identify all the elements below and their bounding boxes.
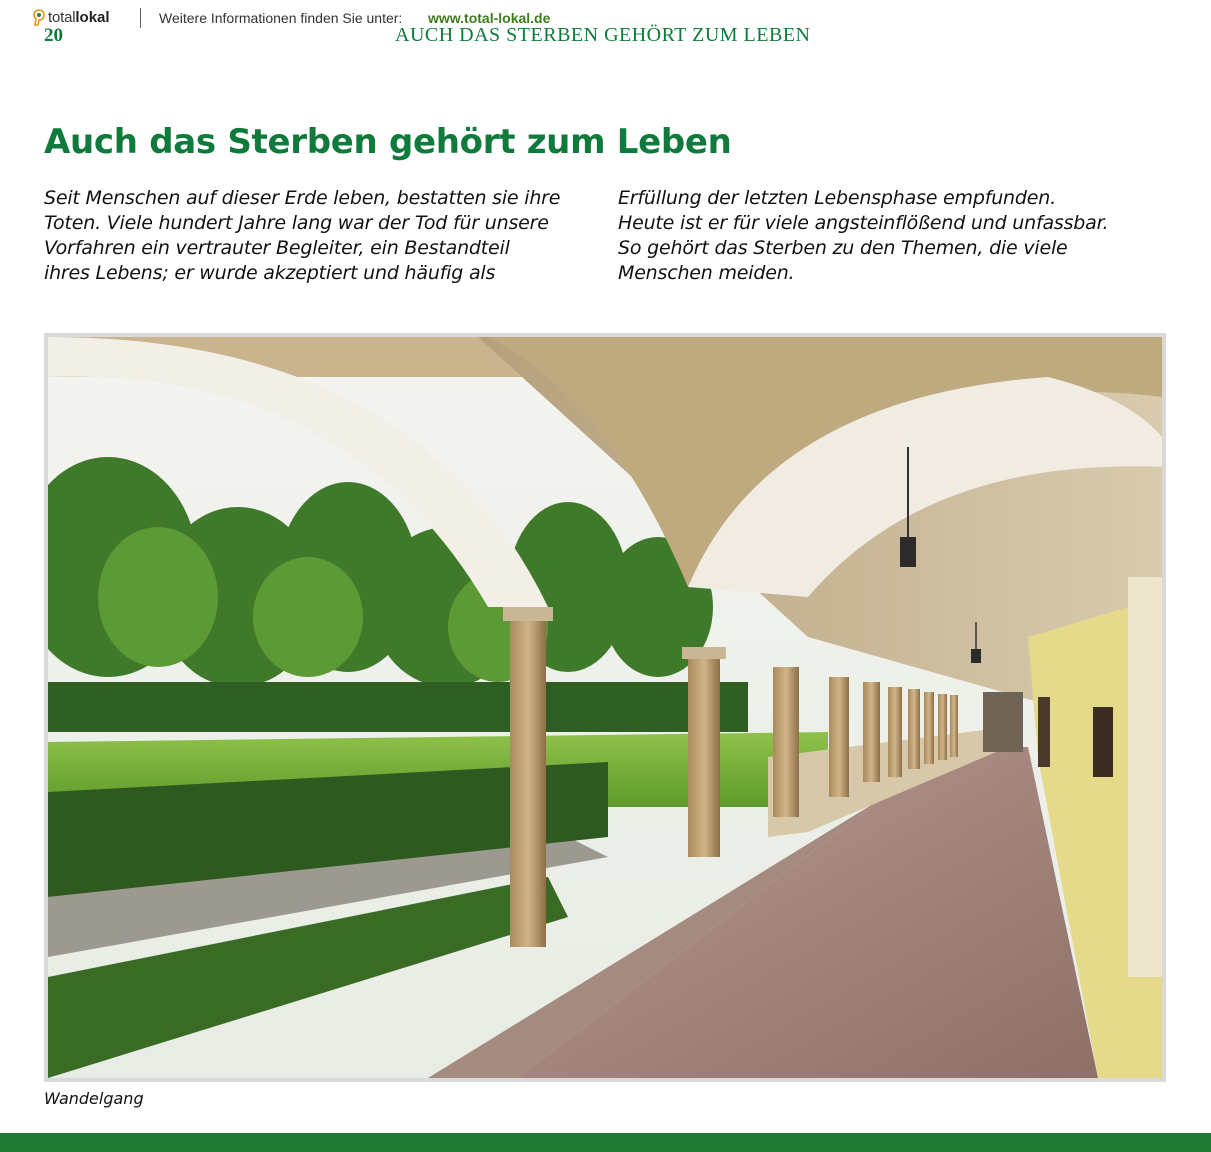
top-header-bar [0,0,1211,44]
text-line: Erfüllung der letzten Lebensphase empfunden. [618,187,1056,209]
photo-frame [44,333,1166,1082]
header-divider [140,8,141,28]
info-text: Weitere Informationen finden Sie unter: [159,10,403,26]
text-line: Menschen meiden. [618,262,795,284]
logo-mark-icon [32,8,46,26]
text-column-left [44,186,604,286]
text-line: Toten. Viele hundert Jahre lang war der Tod für unsere [44,212,549,234]
text-line: So gehört das Sterben zu den Themen, die viele [618,237,1068,259]
text-column-right [618,186,1178,286]
running-title: AUCH DAS STERBEN GEHÖRT ZUM LEBEN [395,24,811,46]
article-title: Auch das Sterben gehört zum Leben [44,122,732,162]
text-line: ihres Lebens; er wurde akzeptiert und häufig als [44,262,496,284]
text-line: Vorfahren ein vertrauter Begleiter, ein Bestandteil [44,237,510,259]
website-link[interactable]: www.total-lokal.de [428,10,551,26]
logo-text-total: total [48,8,76,26]
text-line: Heute ist er für viele angsteinflößend und unfassbar. [618,212,1109,234]
logo-text-lokal: lokal [75,8,110,26]
bottom-green-bar [0,1133,1211,1152]
page-number: 20 [44,25,63,46]
text-line: Seit Menschen auf dieser Erde leben, bestatten sie ihre [44,187,561,209]
photo-caption: Wandelgang [44,1089,144,1108]
colonnade-photo [48,337,1162,1078]
